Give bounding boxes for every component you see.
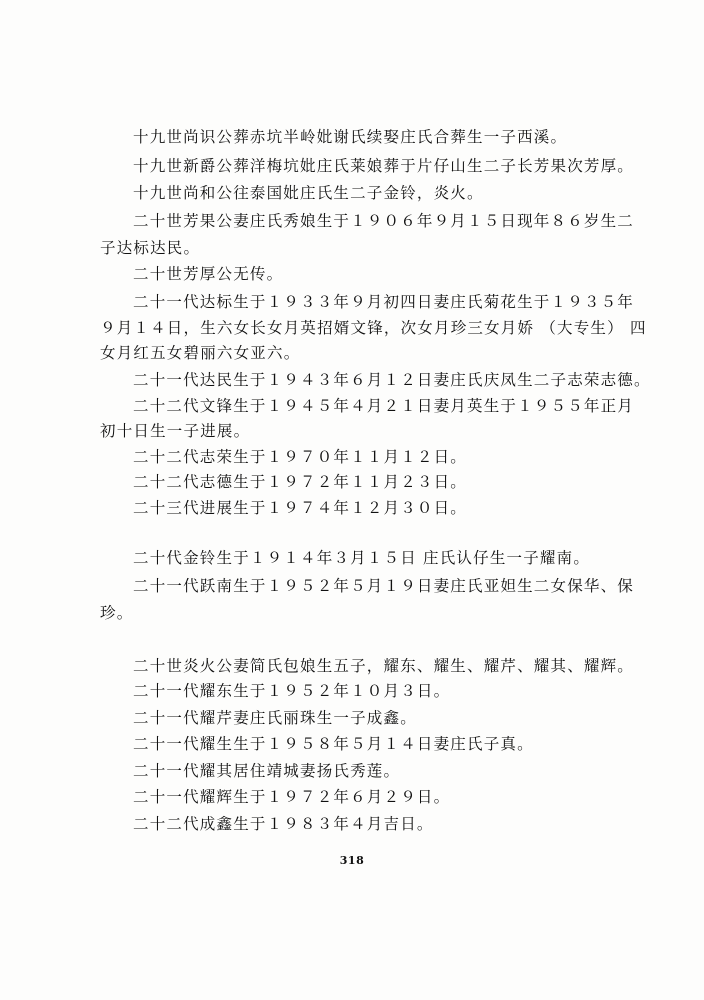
page-number: 318 bbox=[339, 854, 365, 867]
text-line: 二十二代文锋生于１９４５年４月２１日妻月英生于１９５５年正月 bbox=[133, 397, 635, 415]
text-line: 初十日生一子进展。 bbox=[100, 422, 251, 440]
text-line: 二十世芳厚公无传。 bbox=[133, 265, 284, 283]
text-line: 二十一代达标生于１９３３年９月初四日妻庄氏菊花生于１９３５年 bbox=[133, 293, 635, 311]
text-line: 二十世炎火公妻简氏包娘生五子，耀东、耀生、耀芹、耀其、耀辉。 bbox=[133, 657, 635, 675]
text-line: 二十一代耀东生于１９５２年１０月３日。 bbox=[133, 682, 451, 700]
text-line: 子达标达民。 bbox=[100, 239, 201, 257]
text-line: 二十三代进展生于１９７４年１２月３０日。 bbox=[133, 499, 468, 517]
text-line: 二十二代成鑫生于１９８３年４月吉日。 bbox=[133, 815, 434, 833]
text-line: 二十二代志荣生于１９７０年１１月１２日。 bbox=[133, 448, 468, 466]
text-line: 二十世芳果公妻庄氏秀娘生于１９０６年９月１５日现年８６岁生二 bbox=[133, 212, 635, 230]
text-line: 二十一代耀辉生于１９７２年６月２９日。 bbox=[133, 788, 451, 806]
text-line: 二十二代志德生于１９７２年１１月２３日。 bbox=[133, 473, 468, 491]
text-line: 十九世尚和公往泰国妣庄氏生二子金铃，炎火。 bbox=[133, 184, 484, 202]
text-line: 二十代金铃生于１９１４年３月１５日 庄氏认仔生一子耀南。 bbox=[133, 549, 591, 567]
text-line: 十九世新爵公葬洋梅坑妣庄氏莱娘葬于片仔山生二子长芳果次芳厚。 bbox=[133, 157, 635, 175]
text-line: 珍。 bbox=[100, 604, 134, 622]
text-line: 十九世尚识公葬赤坑半岭妣谢氏续娶庄氏合葬生一子西溪。 bbox=[133, 128, 568, 146]
text-line: 二十一代跃南生于１９５２年５月１９日妻庄氏亚妲生二女保华、保 bbox=[133, 577, 635, 595]
text-line: 二十一代耀芹妻庄氏丽珠生一子成鑫。 bbox=[133, 709, 417, 727]
text-line: ９月１４日，生六女长女月英招婿文锋，次女月珍三女月娇 （大专生） 四 bbox=[100, 319, 647, 337]
text-line: 女月红五女碧丽六女亚六。 bbox=[100, 344, 301, 362]
text-line: 二十一代耀其居住靖城妻扬氏秀莲。 bbox=[133, 762, 401, 780]
text-line: 二十一代达民生于１９４３年６月１２日妻庄氏庆凤生二子志荣志德。 bbox=[133, 371, 651, 389]
text-line: 二十一代耀生生于１９５８年５月１４日妻庄氏子真。 bbox=[133, 735, 534, 753]
